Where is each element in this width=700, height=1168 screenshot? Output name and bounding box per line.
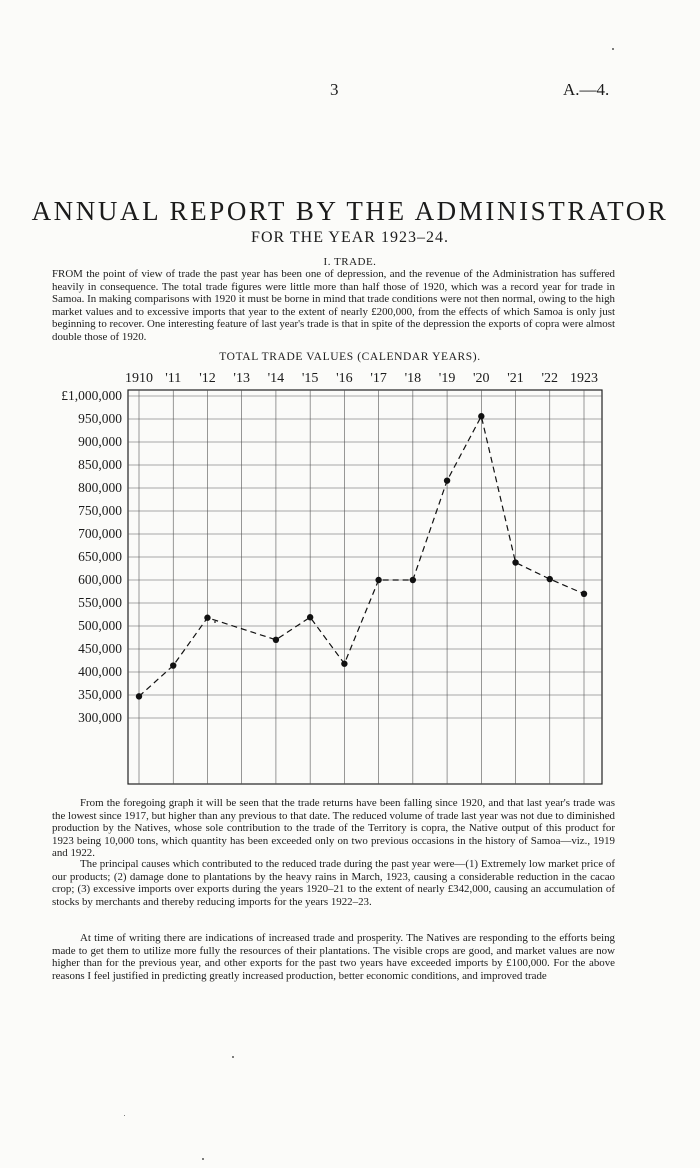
x-tick-label: '11 bbox=[165, 371, 182, 386]
data-point bbox=[273, 637, 279, 643]
y-tick-label: 950,000 bbox=[78, 411, 122, 426]
x-tick-label: 1910 bbox=[125, 371, 153, 386]
speck-mark bbox=[232, 1056, 234, 1058]
speck-mark bbox=[214, 621, 216, 623]
data-point bbox=[512, 559, 518, 565]
report-subtitle: FOR THE YEAR 1923–24. bbox=[251, 229, 449, 246]
data-point bbox=[444, 477, 450, 483]
x-tick-label: '16 bbox=[336, 371, 353, 386]
chart-caption: TOTAL TRADE VALUES (CALENDAR YEARS). bbox=[219, 351, 481, 363]
data-point bbox=[307, 614, 313, 620]
chart-frame bbox=[128, 390, 602, 784]
y-tick-label: 850,000 bbox=[78, 457, 122, 472]
intro-paragraph: FROM the point of view of trade the past year has been one of depression, and the revenue of the Administration has suffered heavily in consequence. The total trade figures were little more than half those of 1920, which was a record year for trade in Samoa. In making comparisons with 1920 it must be borne in mind that trade conditions were not then normal, owing to the high market values and to excessive imports that year to the extent of nearly £200,000, from the effects of which Samoa is only just beginning to recover. One interesting feature of last year's trade is that in spite of the depression the exports of copra were almost double those of 1920. bbox=[52, 268, 615, 343]
x-tick-label: '21 bbox=[507, 371, 524, 386]
data-point bbox=[204, 615, 210, 621]
y-tick-label: 650,000 bbox=[78, 549, 122, 564]
data-point bbox=[581, 591, 587, 597]
section-heading: I. TRADE. bbox=[323, 256, 377, 268]
x-tick-label: '19 bbox=[438, 371, 456, 386]
y-tick-label: 500,000 bbox=[78, 618, 122, 633]
data-point bbox=[375, 577, 381, 583]
data-point bbox=[136, 693, 142, 699]
report-title: ANNUAL REPORT BY THE ADMINISTRATOR bbox=[31, 196, 669, 226]
document-reference: A.—4. bbox=[563, 80, 610, 99]
x-tick-label: 1923 bbox=[570, 371, 598, 386]
data-point bbox=[341, 661, 347, 667]
y-tick-label: 300,000 bbox=[78, 710, 122, 725]
x-tick-label: '15 bbox=[301, 371, 319, 386]
y-tick-label: £1,000,000 bbox=[61, 388, 122, 403]
y-tick-label: 450,000 bbox=[78, 641, 122, 656]
x-tick-label: '14 bbox=[267, 371, 285, 386]
page-number: 3 bbox=[330, 80, 339, 99]
y-tick-label: 700,000 bbox=[78, 526, 122, 541]
x-tick-label: '17 bbox=[370, 371, 387, 386]
y-tick-label: 400,000 bbox=[78, 664, 122, 679]
causes-paragraph: The principal causes which contributed to the reduced trade during the past year were—(1) Extremely low market price of our products; (2) damage done to plantations by the heavy rains in March, 1923, causing a considerable reduction in the cacao crop; (3) excessive imports over exports during the years 1920–21 to the extent of nearly £342,000, causing an accumulation of stocks by merchants and thereby reducing imports for the years 1922–23. bbox=[52, 858, 615, 908]
x-tick-label: '13 bbox=[233, 371, 250, 386]
speck-mark bbox=[202, 1158, 204, 1160]
y-tick-label: 550,000 bbox=[78, 595, 122, 610]
series-line bbox=[139, 416, 584, 696]
data-point bbox=[478, 413, 484, 419]
x-tick-label: '12 bbox=[199, 371, 216, 386]
y-tick-label: 900,000 bbox=[78, 434, 122, 449]
data-point bbox=[170, 662, 176, 668]
data-point bbox=[410, 577, 416, 583]
y-tick-label: 750,000 bbox=[78, 503, 122, 518]
y-tick-label: 350,000 bbox=[78, 687, 122, 702]
outlook-paragraph: At time of writing there are indications of increased trade and prosperity. The Natives are responding to the efforts being made to get them to utilize more fully the resources of their plantations. The visible crops are good, and market values are now higher than for the previous year, and other exports for the past two years have exceeded imports by £100,000. For the above reasons I feel justified in predicting greatly increased production, better economic conditions, and improved trade bbox=[52, 932, 615, 982]
x-tick-label: '18 bbox=[404, 371, 422, 386]
graph-commentary-paragraph: From the foregoing graph it will be seen that the trade returns have been falling since 1920, and that last year's trade was the lowest since 1917, but higher than any previous to that date. The reduced volume of trade last year was not due to diminished production by the Natives, whose sole contribution to the trade of the Territory is copra, the Native output of this product for 1923 being 10,000 tons, which quantity has been exceeded only on two previous occasions in the history of Samoa—viz., 1919 and 1922. bbox=[52, 797, 615, 860]
y-tick-label: 600,000 bbox=[78, 572, 122, 587]
data-point bbox=[547, 576, 553, 582]
x-tick-label: '20 bbox=[473, 371, 490, 386]
speck-mark bbox=[124, 1115, 125, 1116]
x-tick-label: '22 bbox=[541, 371, 559, 386]
y-tick-label: 800,000 bbox=[78, 480, 122, 495]
